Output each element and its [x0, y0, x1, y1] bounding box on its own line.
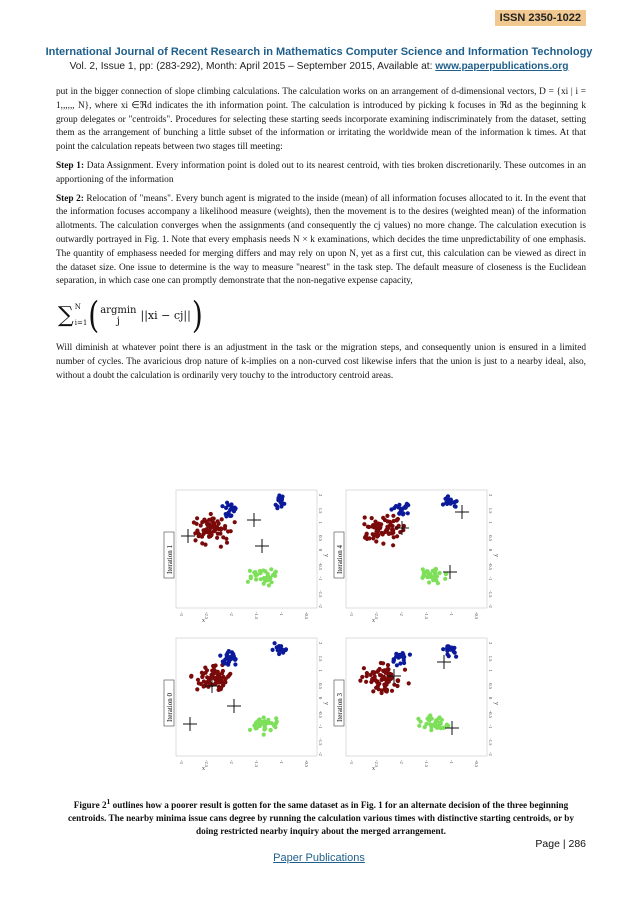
data-point — [193, 538, 197, 542]
y-tick-label: 1.5 — [318, 655, 323, 662]
data-point — [373, 520, 377, 524]
panel-frame — [176, 638, 317, 756]
data-point — [454, 655, 458, 659]
data-point — [416, 717, 420, 721]
formula-sigma: ∑ — [58, 303, 74, 329]
data-point — [374, 530, 378, 534]
y-tick-label: -1.5 — [318, 738, 323, 746]
data-point — [364, 680, 368, 684]
y-tick-label: -1.5 — [488, 590, 493, 598]
data-point — [453, 504, 457, 508]
data-point — [422, 574, 426, 578]
data-point — [371, 689, 375, 693]
data-point — [195, 522, 199, 526]
y-tick-label: 2 — [318, 494, 323, 497]
formula-right-paren: ) — [191, 294, 203, 338]
data-point — [218, 654, 222, 658]
data-point — [273, 641, 277, 645]
data-point — [363, 515, 367, 519]
data-point — [358, 679, 362, 683]
data-point — [429, 574, 433, 578]
y-tick-label: -1 — [488, 576, 493, 581]
data-point — [263, 719, 267, 723]
data-point — [195, 687, 199, 691]
data-point — [392, 683, 396, 687]
journal-url-link[interactable]: www.paperpublications.org — [435, 61, 569, 72]
data-point — [249, 576, 253, 580]
cost-formula — [56, 294, 586, 338]
y-tick-label: 1 — [318, 669, 323, 672]
data-point — [224, 537, 228, 541]
data-point — [365, 674, 369, 678]
x-tick-label: -1.5 — [424, 612, 429, 620]
data-point — [435, 719, 439, 723]
data-point — [391, 543, 395, 547]
y-tick-label: 0.5 — [318, 535, 323, 541]
data-point — [391, 514, 395, 518]
data-point — [221, 669, 225, 673]
x-tick-label: -1 — [449, 612, 454, 616]
panel-label: Iteration 3 — [336, 693, 344, 722]
panel-label: Iteration 4 — [336, 545, 344, 574]
y-tick-label: -0.5 — [488, 710, 493, 718]
data-point — [248, 728, 252, 732]
journal-info-text: Vol. 2, Issue 1, pp: (283-292), Month: April 2015 – September 2015, Available at: — [69, 61, 436, 72]
kmeans-iterations-figure — [154, 488, 499, 778]
data-point — [443, 577, 447, 581]
data-point — [394, 504, 398, 508]
data-point — [370, 516, 374, 520]
y-tick-label: 0 — [488, 549, 493, 552]
data-point — [360, 675, 364, 679]
y-tick-label: -2 — [488, 604, 493, 608]
publisher-link[interactable]: Paper Publications — [273, 852, 365, 864]
data-point — [439, 726, 443, 730]
y-tick-label: -1 — [318, 724, 323, 729]
data-point — [271, 648, 275, 652]
data-point — [275, 504, 279, 508]
data-point — [199, 523, 203, 527]
x-tick-label: -2.5 — [204, 760, 209, 768]
y-tick-label: 1.5 — [488, 507, 493, 514]
data-point — [218, 532, 222, 536]
data-point — [374, 539, 378, 543]
scatter-panel — [164, 490, 329, 624]
y-axis-label: y — [323, 702, 329, 705]
data-point — [206, 685, 210, 689]
data-point — [224, 506, 228, 510]
x-tick-label: -3 — [349, 760, 354, 764]
data-point — [390, 689, 394, 693]
y-tick-label: -1 — [488, 724, 493, 729]
x-tick-label: -0.5 — [304, 612, 309, 620]
data-point — [382, 683, 386, 687]
data-point — [203, 543, 207, 547]
data-point — [375, 680, 379, 684]
data-point — [397, 524, 401, 528]
y-tick-label: -2 — [318, 604, 323, 608]
data-point — [395, 534, 399, 538]
data-point — [225, 541, 229, 545]
data-point — [380, 531, 384, 535]
data-point — [441, 647, 445, 651]
data-point — [228, 672, 232, 676]
data-point — [195, 529, 199, 533]
y-axis-label: y — [323, 554, 329, 557]
data-point — [371, 670, 375, 674]
x-tick-label: -2.5 — [204, 612, 209, 620]
data-point — [396, 678, 400, 682]
data-point — [394, 655, 398, 659]
y-tick-label: 0 — [318, 697, 323, 700]
data-point — [225, 501, 229, 505]
data-point — [197, 681, 201, 685]
x-tick-label: -0.5 — [304, 760, 309, 768]
data-point — [205, 668, 209, 672]
x-tick-label: -1.5 — [424, 760, 429, 768]
y-tick-label: -0.5 — [318, 562, 323, 570]
y-tick-label: -1.5 — [318, 590, 323, 598]
data-point — [382, 675, 386, 679]
caption-superscript: 1 — [106, 797, 111, 806]
y-tick-label: 0 — [318, 549, 323, 552]
formula-norm: ||xi − cj|| — [140, 309, 191, 323]
data-point — [196, 678, 200, 682]
data-point — [408, 653, 412, 657]
x-tick-label: -2 — [229, 612, 234, 616]
step2-text: Relocation of "means". Every bunch agent is migrated to the inside (mean) of all information focuses allocated to it. In the event that the information focuses accompany a likelihood measure (weights), then the movement is to the desires (weighted mean) of the information allotments. The calculation converges when the assignments (and consequently the cj values) no more change. The calculation execution is outwardly portrayed in Fig. 1. Note that every emphasis needs N × k examinations, which decides the time unpredictability of one emphasis. The quantity of emphasess needed for merging differs and may rely on upon N, yet as a first cut, this calculation can be viewed as direct in the dataset size. One issue to determine is the way to measure "nearest" in the task step. The default measure of closeness is the Euclidean separation, in which case one can promptly demonstrate that the non-negative expense capacity, — [56, 193, 586, 287]
y-tick-label: 0 — [488, 697, 493, 700]
panel-frame — [176, 490, 317, 608]
x-tick-label: -1 — [279, 760, 284, 764]
data-point — [403, 668, 407, 672]
data-point — [273, 574, 277, 578]
panel-label: Iteration 0 — [166, 693, 174, 722]
data-point — [225, 653, 229, 657]
data-point — [223, 661, 227, 665]
data-point — [406, 511, 410, 515]
caption-prefix: Figure 2 — [73, 800, 107, 811]
data-point — [254, 726, 258, 730]
data-point — [395, 663, 399, 667]
data-point — [254, 720, 258, 724]
step1-text: Data Assignment. Every information point is doled out to its nearest centroid, with ties broken discretionarily. These outcomes in an apportioning of the information — [56, 160, 586, 185]
data-point — [269, 728, 273, 732]
data-point — [385, 689, 389, 693]
scatter-panel — [164, 638, 329, 772]
data-point — [447, 654, 451, 658]
data-point — [363, 536, 367, 540]
data-point — [445, 649, 449, 653]
data-point — [378, 667, 382, 671]
data-point — [214, 526, 218, 530]
data-point — [232, 654, 236, 658]
data-point — [255, 573, 259, 577]
formula-limits — [75, 301, 88, 331]
x-tick-label: -3 — [349, 612, 354, 616]
body-text — [56, 86, 586, 389]
formula-upper: N — [74, 303, 81, 312]
data-point — [391, 528, 395, 532]
data-point — [230, 650, 234, 654]
data-point — [233, 662, 237, 666]
x-tick-label: -3 — [179, 760, 184, 764]
paragraph-intro: put in the bigger connection of slope climbing calculations. The calculation works on an arrangement of d-dimensional vectors, D = {xi | i = 1,,,,,, N}, where xi ∈ℜd indicates the ith information point. The calculation is introduced by picking k focuses in ℜd as the beginning k group delegates or "centroids". Procedures for selecting these starting seeds incorporate examining indiscriminately from the dataset, setting them as the arrangement of bunching a little subset of the information or irritating the worldwide mean of the information k times. At that point the calculation repeats between two stages till meeting: — [56, 87, 586, 153]
data-point — [406, 503, 410, 507]
data-point — [262, 715, 266, 719]
formula-left-paren: ( — [88, 294, 100, 338]
data-point — [362, 666, 366, 670]
data-point — [210, 519, 214, 523]
data-point — [372, 676, 376, 680]
data-point — [423, 725, 427, 729]
y-tick-label: 1.5 — [318, 507, 323, 514]
data-point — [452, 646, 456, 650]
data-point — [217, 673, 221, 677]
journal-info — [20, 61, 618, 72]
data-point — [379, 661, 383, 665]
data-point — [219, 527, 223, 531]
data-point — [223, 524, 227, 528]
y-tick-label: 1.5 — [488, 655, 493, 662]
figure-svg — [154, 488, 499, 778]
issn-badge: ISSN 2350-1022 — [495, 10, 586, 26]
data-point — [402, 658, 406, 662]
y-tick-label: 1 — [318, 521, 323, 524]
data-point — [417, 724, 421, 728]
x-tick-label: -2 — [229, 760, 234, 764]
data-point — [263, 725, 267, 729]
data-point — [282, 649, 286, 653]
x-tick-label: -1.5 — [254, 612, 259, 620]
data-point — [381, 542, 385, 546]
data-point — [229, 529, 233, 533]
data-point — [259, 577, 263, 581]
data-point — [449, 498, 453, 502]
data-point — [274, 716, 278, 720]
data-point — [209, 512, 213, 516]
data-point — [431, 569, 435, 573]
data-point — [278, 646, 282, 650]
data-point — [455, 499, 459, 503]
y-tick-label: 0.5 — [488, 535, 493, 541]
data-point — [427, 580, 431, 584]
data-point — [392, 519, 396, 523]
y-tick-label: 0.5 — [318, 683, 323, 689]
panel-frame — [346, 490, 487, 608]
data-point — [205, 522, 209, 526]
data-point — [398, 510, 402, 514]
figure-caption — [56, 795, 586, 838]
x-tick-label: -0.5 — [474, 760, 479, 768]
x-axis-label: x — [202, 618, 205, 624]
data-point — [282, 502, 286, 506]
x-tick-label: -2.5 — [374, 760, 379, 768]
data-point — [189, 675, 193, 679]
formula-argmin-word: argmin — [100, 305, 137, 317]
formula-argmin — [100, 305, 136, 327]
y-tick-label: -1 — [318, 576, 323, 581]
y-tick-label: -2 — [318, 752, 323, 756]
data-point — [221, 675, 225, 679]
data-point — [246, 580, 250, 584]
data-point — [444, 501, 448, 505]
data-point — [375, 685, 379, 689]
data-point — [438, 571, 442, 575]
x-tick-label: -1 — [449, 760, 454, 764]
panel-label: Iteration 1 — [166, 545, 174, 574]
y-axis-label: y — [493, 702, 499, 705]
data-point — [362, 522, 366, 526]
paragraph-step1 — [56, 160, 586, 188]
paragraph-conclusion: Will diminish at whatever point there is an adjustment in the task or the migration steps, and consequently union is ensured in a limited number of cycles. The avaricious drop nature of k-implies on a non-curved cost likewise infers that the union is just to a nearby ideal, also, without a doubt the calculation is ordinarily very touchy to the introductory centroid areas. — [56, 343, 586, 381]
data-point — [367, 525, 371, 529]
data-point — [266, 572, 270, 576]
x-axis-label: x — [372, 618, 375, 624]
data-point — [434, 578, 438, 582]
data-point — [371, 536, 375, 540]
data-point — [201, 528, 205, 532]
data-point — [453, 651, 457, 655]
data-point — [219, 545, 223, 549]
scatter-panel — [334, 638, 499, 772]
formula-argmin-sub: j — [116, 316, 120, 328]
y-tick-label: 2 — [488, 642, 493, 645]
data-point — [207, 529, 211, 533]
step2-label: Step 2: — [56, 193, 84, 204]
x-tick-label: -2.5 — [374, 612, 379, 620]
data-point — [229, 503, 233, 507]
x-tick-label: -2 — [399, 760, 404, 764]
data-point — [386, 663, 390, 667]
x-axis-label: x — [202, 766, 205, 772]
panel-frame — [346, 638, 487, 756]
data-point — [220, 681, 224, 685]
data-point — [407, 681, 411, 685]
data-point — [202, 519, 206, 523]
scatter-panel — [334, 490, 499, 624]
paragraph-step2 — [56, 193, 586, 290]
page-number: Page | 286 — [535, 838, 586, 850]
data-point — [401, 655, 405, 659]
y-tick-label: 1 — [488, 521, 493, 524]
x-tick-label: -1.5 — [254, 760, 259, 768]
data-point — [269, 567, 273, 571]
y-tick-label: -2 — [488, 752, 493, 756]
data-point — [254, 577, 258, 581]
y-tick-label: 2 — [488, 494, 493, 497]
y-axis-label: y — [493, 554, 499, 557]
data-point — [268, 576, 272, 580]
data-point — [388, 520, 392, 524]
data-point — [219, 687, 223, 691]
data-point — [272, 724, 276, 728]
caption-text: outlines how a poorer result is gotten for the same dataset as in Fig. 1 for an alternate decision of the three beginning centroids. The nearby minima issue cans degree by running the calculation various times with distinctive starting centroids, or by doing restricted nearby inquiry about the merged arrangement. — [67, 800, 574, 837]
y-tick-label: 1 — [488, 669, 493, 672]
data-point — [207, 679, 211, 683]
data-point — [396, 517, 400, 521]
y-tick-label: 2 — [318, 642, 323, 645]
y-tick-label: -0.5 — [318, 710, 323, 718]
data-point — [220, 504, 224, 508]
data-point — [373, 525, 377, 529]
data-point — [385, 514, 389, 518]
data-point — [378, 524, 382, 528]
y-tick-label: 0.5 — [488, 683, 493, 689]
data-point — [212, 665, 216, 669]
data-point — [233, 520, 237, 524]
data-point — [215, 680, 219, 684]
data-point — [224, 514, 228, 518]
data-point — [429, 717, 433, 721]
x-tick-label: -0.5 — [474, 612, 479, 620]
x-tick-label: -2 — [399, 612, 404, 616]
data-point — [385, 529, 389, 533]
formula-lower: i=1 — [74, 319, 88, 328]
data-point — [274, 570, 278, 574]
x-tick-label: -3 — [179, 612, 184, 616]
journal-title: International Journal of Recent Research in Mathematics Computer Science and Information Technology — [45, 46, 593, 58]
y-tick-label: -1.5 — [488, 738, 493, 746]
data-point — [279, 498, 283, 502]
data-point — [277, 652, 281, 656]
data-point — [220, 517, 224, 521]
step1-label: Step 1: — [56, 160, 85, 171]
data-point — [430, 723, 434, 727]
x-tick-label: -1 — [279, 612, 284, 616]
x-axis-label: x — [372, 766, 375, 772]
data-point — [401, 506, 405, 510]
data-point — [445, 723, 449, 727]
data-point — [229, 514, 233, 518]
data-point — [248, 569, 252, 573]
data-point — [371, 532, 375, 536]
data-point — [197, 534, 201, 538]
data-point — [213, 669, 217, 673]
data-point — [262, 733, 266, 737]
data-point — [195, 516, 199, 520]
y-tick-label: -0.5 — [488, 562, 493, 570]
data-point — [215, 536, 219, 540]
